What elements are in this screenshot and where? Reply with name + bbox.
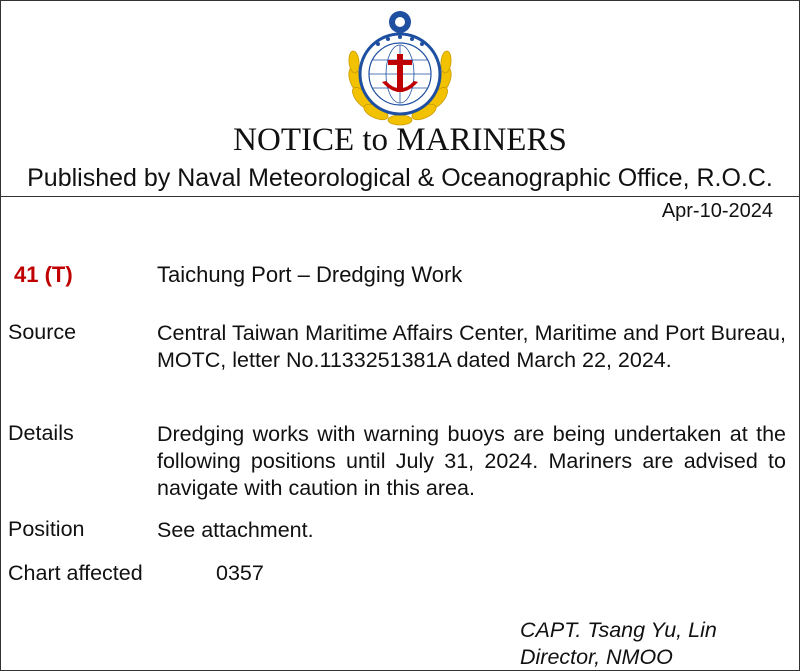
- signature-title: Director, NMOO: [520, 645, 673, 669]
- page-title: NOTICE to MARINERS: [233, 122, 567, 158]
- details-label: Details: [8, 421, 74, 445]
- header-divider: [0, 196, 800, 197]
- signature-name: CAPT. Tsang Yu, Lin: [520, 618, 717, 642]
- details-value: Dredging works with warning buoys are being undertaken at the following positions until July 31, 2024. Mariners are advised to navigate with caution in this area.: [157, 422, 786, 500]
- notice-date: Apr-10-2024: [661, 200, 773, 222]
- chart-affected-value: 0357: [216, 561, 264, 585]
- publisher-line: Published by Naval Meteorological & Oceanographic Office, R.O.C.: [27, 164, 773, 192]
- source-label: Source: [8, 320, 77, 344]
- notice-number: 41 (T): [14, 262, 73, 287]
- position-value: See attachment.: [157, 518, 314, 542]
- chart-affected-label: Chart affected: [8, 561, 143, 585]
- source-value: Central Taiwan Maritime Affairs Center, Maritime and Port Bureau, MOTC, letter No.1133251381A dated March 22, 2024.: [157, 321, 786, 372]
- nmoo-emblem-logo: [338, 10, 462, 128]
- position-label: Position: [8, 517, 85, 541]
- notice-title: Taichung Port – Dredging Work: [157, 262, 463, 287]
